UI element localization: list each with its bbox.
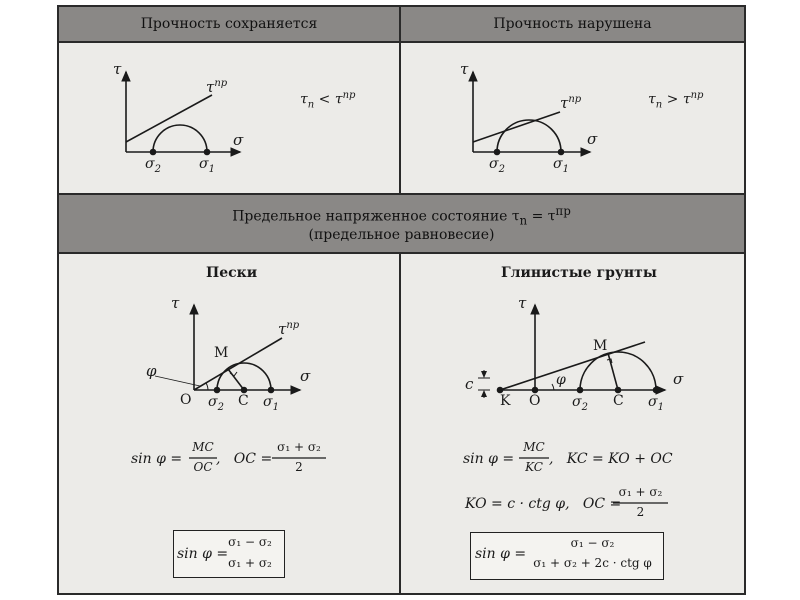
sands-f1-mid: , OC = <box>216 451 273 467</box>
sands-f1-num: MC <box>192 440 214 454</box>
sands-f2-lhs: sin φ = <box>177 546 229 562</box>
sands-f2-num: σ₁ − σ₂ <box>228 535 272 549</box>
tr-sigma2-label: $\sigma_2$ <box>489 156 505 175</box>
tr-tau-pr-label: $\tau^{пр}$ <box>560 94 582 112</box>
header-strength-kept-text: Прочность сохраняется <box>140 16 318 32</box>
clays-C-label: C <box>613 393 624 409</box>
tl-sigma2-label: $\sigma_2$ <box>145 156 161 175</box>
clays-c-label: c <box>465 375 474 393</box>
clays-title: Глинистые грунты <box>501 265 657 281</box>
sands-f2-den: σ₁ + σ₂ <box>228 556 272 570</box>
clays-M-label: M <box>593 338 608 354</box>
sands-f1-lhs: sin φ = <box>131 451 183 467</box>
tr-sigma-label: σ <box>587 130 598 148</box>
clays-O-label: O <box>529 393 541 409</box>
sands-title: Пески <box>206 265 258 281</box>
clays-sigma2-label: $\sigma_2$ <box>572 394 588 413</box>
clays-f3-lhs: sin φ = <box>475 546 527 562</box>
tl-tau-pr-label: $\tau^{пр}$ <box>206 78 228 96</box>
sands-tau-label: τ <box>171 294 180 312</box>
diagram-strength-broken <box>473 72 590 155</box>
clays-f2-den: 2 <box>636 505 645 519</box>
clays-f1-den: KC <box>525 460 543 474</box>
tr-tau-label: τ <box>460 60 469 78</box>
limit-state-line2: (предельное равновесие) <box>308 227 495 244</box>
tl-sigma-label: σ <box>233 131 244 149</box>
clays-tau-label: τ <box>518 294 527 312</box>
tl-sigma1-label: $\sigma_1$ <box>199 156 215 175</box>
limit-state-line1: Предельное напряженное состояние $\tau_n = \tau^{пр}$ <box>232 204 571 228</box>
sands-f1-den: OC <box>193 460 213 474</box>
sands-f1-den2: 2 <box>295 460 303 474</box>
sands-phi-label: φ <box>146 362 157 380</box>
sands-sigma-label: σ <box>300 367 311 385</box>
clays-f2-num: σ₁ + σ₂ <box>618 485 663 499</box>
tr-sigma1-label: $\sigma_1$ <box>553 156 569 175</box>
tl-tau-label: τ <box>113 60 122 78</box>
header-strength-broken-text: Прочность нарушена <box>493 16 652 32</box>
clays-f2-lhs: KO = c · ctg φ, OC = <box>465 496 622 512</box>
sands-sigma1-label: $\sigma_1$ <box>263 394 279 413</box>
clays-sigma-label: σ <box>673 370 684 388</box>
clays-f3-num: σ₁ − σ₂ <box>570 536 615 550</box>
sands-tau-pr-label: $\tau^{пр}$ <box>278 320 300 338</box>
sands-f1-num2: σ₁ + σ₂ <box>277 440 321 454</box>
clays-K-label: K <box>500 393 511 409</box>
clays-f1-rest: , KC = KO + OC <box>549 451 673 467</box>
sands-C-label: C <box>238 393 249 409</box>
clays-sigma1-label: $\sigma_1$ <box>648 394 664 413</box>
diagram-clays <box>478 305 665 398</box>
clays-f1-num: MC <box>523 440 545 454</box>
tr-condition: $\tau_n > \tau^{пр}$ <box>648 90 704 111</box>
clays-f3-den: σ₁ + σ₂ + 2c · ctg φ <box>533 556 652 570</box>
sands-M-label: M <box>214 345 229 361</box>
sands-sigma2-label: $\sigma_2$ <box>208 394 224 413</box>
clays-phi-label: φ <box>556 372 566 388</box>
tl-condition: $\tau_n < \tau^{пр}$ <box>300 90 356 111</box>
sands-O-label: O <box>180 392 192 408</box>
clays-f1-lhs: sin φ = <box>463 451 515 467</box>
